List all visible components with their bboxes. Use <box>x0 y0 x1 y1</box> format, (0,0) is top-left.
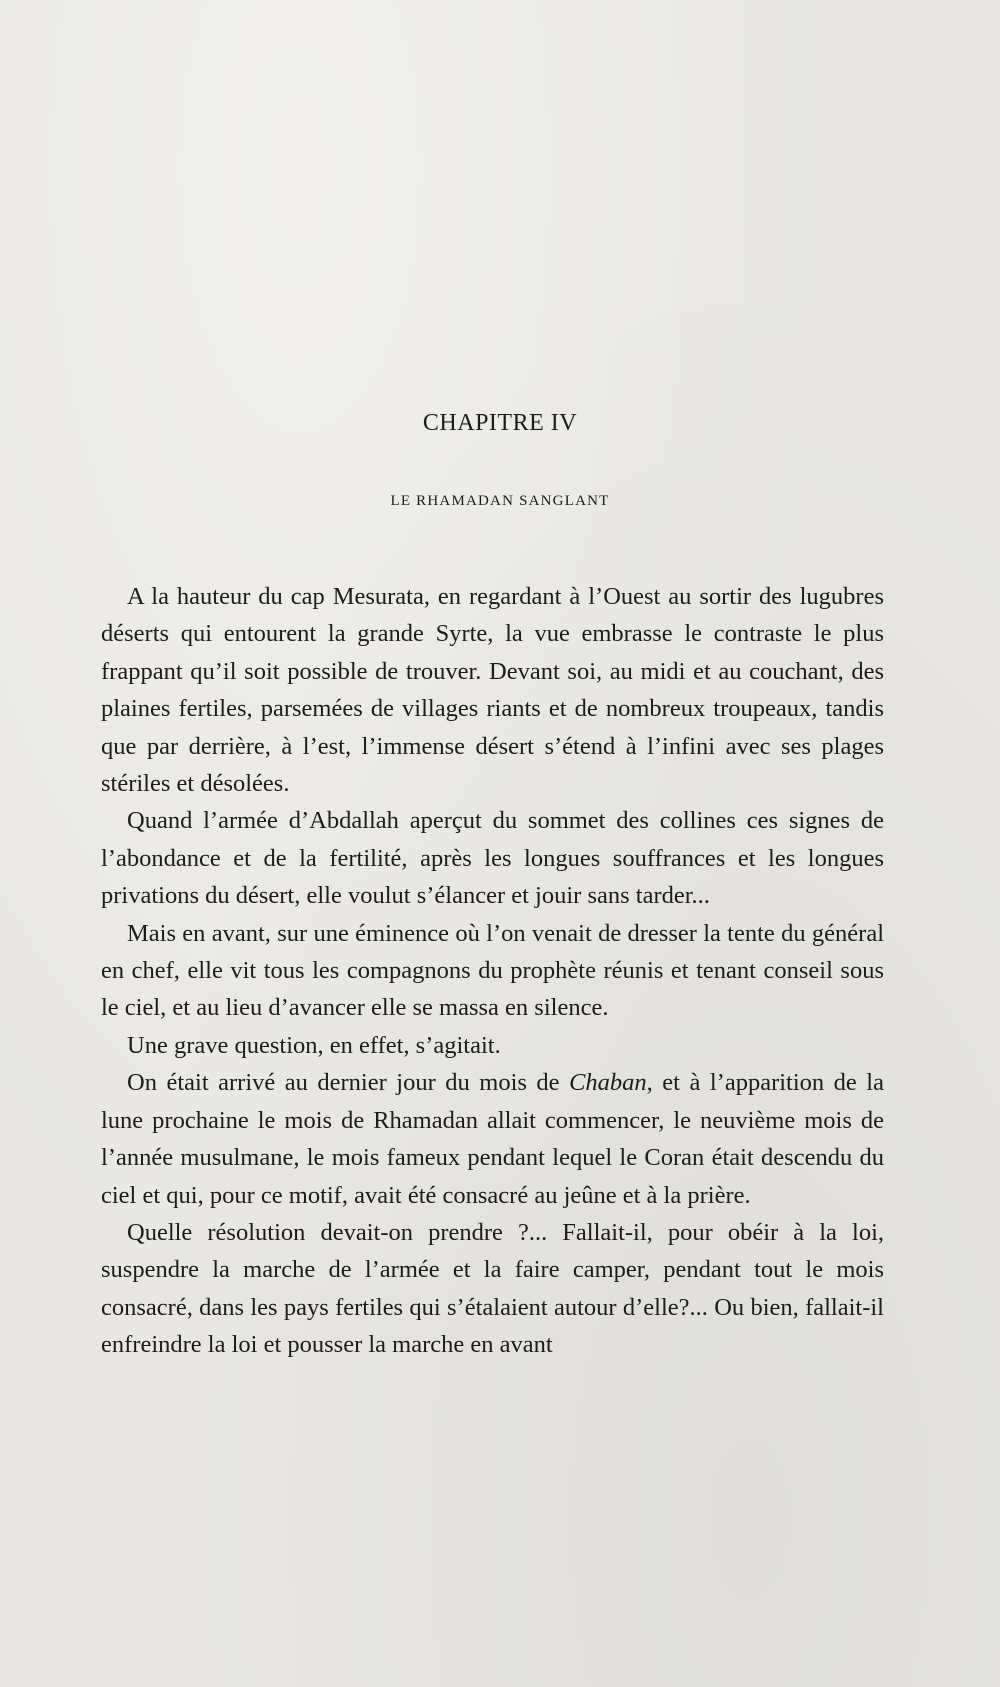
paragraph-2: Quand l’armée d’Abdallah aperçut du sommet des collines ces signes de l’abondance et de la fertilité, après les longues souffrances et les longues privations du désert, elle voulut s’élancer et jouir sans tarder... <box>101 807 884 910</box>
paragraph-3: Mais en avant, sur une éminence où l’on venait de dresser la tente du général en chef, elle vit tous les compagnons du prophète réunis et tenant conseil sous le ciel, et au lieu d’avancer elle se massa en silence. <box>101 919 884 1022</box>
chapter-subtitle: LE RHAMADAN SANGLANT <box>390 493 610 509</box>
chapter-title: CHAPITRE IV <box>422 410 578 436</box>
paragraph-5-text-after: , et à l’apparition de la lune prochaine le mois de Rhamadan allait commencer, le neuvième mois de l’année musulmane, le mois fameux pendant lequel le Coran était descendu du ciel et qui, pour ce motif, avait été consacré au jeûne et à la prière. <box>101 1069 884 1209</box>
chapter-body <box>101 578 884 1364</box>
paragraph-5-text-before: On était arrivé au dernier jour du mois de <box>127 1069 570 1097</box>
paragraph-1: A la hauteur du cap Mesurata, en regardant à l’Ouest au sortir des lugubres déserts qui entourent la grande Syrte, la vue embrasse le contraste le plus frappant qu’il soit possible de trouver. Devant soi, au midi et au couchant, des plaines fertiles, parsemées de villages riants et de nombreux troupeaux, tandis que par derrière, à l’est, l’immense désert s’étend à l’infini avec ses plages stériles et désolées. <box>101 583 884 798</box>
paragraph-6: Quelle résolution devait-on prendre ?... Fallait-il, pour obéir à la loi, suspendre la marche de l’armée et la faire camper, pendant tout le mois consacré, dans les pays fertiles qui s’étalaient autour d’elle?... Ou bien, fallait-il enfreindre la loi et pousser la marche en avant <box>101 1218 884 1359</box>
paragraph-5-emphasis: Chaban <box>569 1069 647 1097</box>
paragraph-5 <box>101 1064 884 1214</box>
paragraph-4: Une grave question, en effet, s’agitait. <box>127 1031 501 1059</box>
